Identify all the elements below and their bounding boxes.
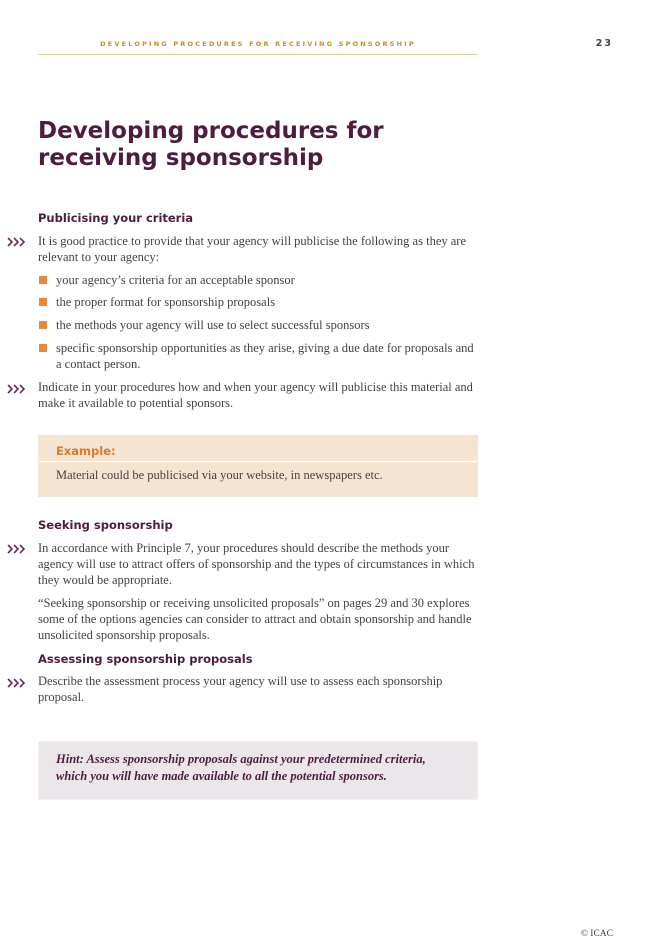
bullet-square-icon (39, 298, 47, 306)
seeking-paragraph-2: “Seeking sponsorship or receiving unsolicited proposals” on pages 29 and 30 explores some of the options agencies can consider to attract and obtain sponsorship and handle unsolicited sponsorship proposals. (38, 596, 472, 642)
bullet-item: your agency’s criteria for an acceptable sponsor (56, 273, 295, 287)
double-chevron-right-icon (7, 544, 27, 554)
example-text: Material could be publicised via your website, in newspapers etc. (56, 468, 383, 482)
bullet-item: the methods your agency will use to select successful sponsors (56, 318, 370, 332)
publicising-intro: It is good practice to provide that your agency will publicise the following as they are relevant to your agency: (38, 234, 467, 264)
example-box (38, 435, 478, 497)
double-chevron-right-icon (7, 678, 27, 688)
section-heading-seeking: Seeking sponsorship (38, 518, 173, 532)
page-number: 23 (595, 38, 613, 49)
bullet-square-icon (39, 344, 47, 352)
header-rule (38, 54, 478, 55)
section-heading-assessing: Assessing sponsorship proposals (38, 652, 253, 666)
example-label: Example: (56, 444, 116, 458)
hint-text: Hint: Assess sponsorship proposals against your predetermined criteria, which you will have made available to all the potential sponsors. (56, 752, 426, 783)
publicising-followup: Indicate in your procedures how and when your agency will publicise this material and make it available to potential sponsors. (38, 380, 473, 410)
page-title (38, 118, 384, 172)
bullet-square-icon (39, 321, 47, 329)
page-title-line-1: Developing procedures for (38, 118, 384, 144)
example-divider (39, 461, 477, 462)
double-chevron-right-icon (7, 384, 27, 394)
bullet-square-icon (39, 276, 47, 284)
copyright: © ICAC (580, 929, 613, 939)
bullet-item: specific sponsorship opportunities as they arise, giving a due date for proposals and a contact person. (56, 341, 474, 371)
seeking-paragraph-1: In accordance with Principle 7, your procedures should describe the methods your agency will use to attract offers of sponsorship and the types of circumstances in which they would be appropriate. (38, 541, 475, 587)
bullet-item: the proper format for sponsorship proposals (56, 295, 276, 309)
section-heading-publicising: Publicising your criteria (38, 211, 194, 225)
running-header: DEVELOPING PROCEDURES FOR RECEIVING SPONSORSHIP (100, 40, 416, 48)
page-title-line-2: receiving sponsorship (38, 145, 324, 171)
double-chevron-right-icon (7, 237, 27, 247)
assessing-paragraph: Describe the assessment process your agency will use to assess each sponsorship proposal. (38, 674, 443, 704)
hint-box (38, 741, 478, 800)
